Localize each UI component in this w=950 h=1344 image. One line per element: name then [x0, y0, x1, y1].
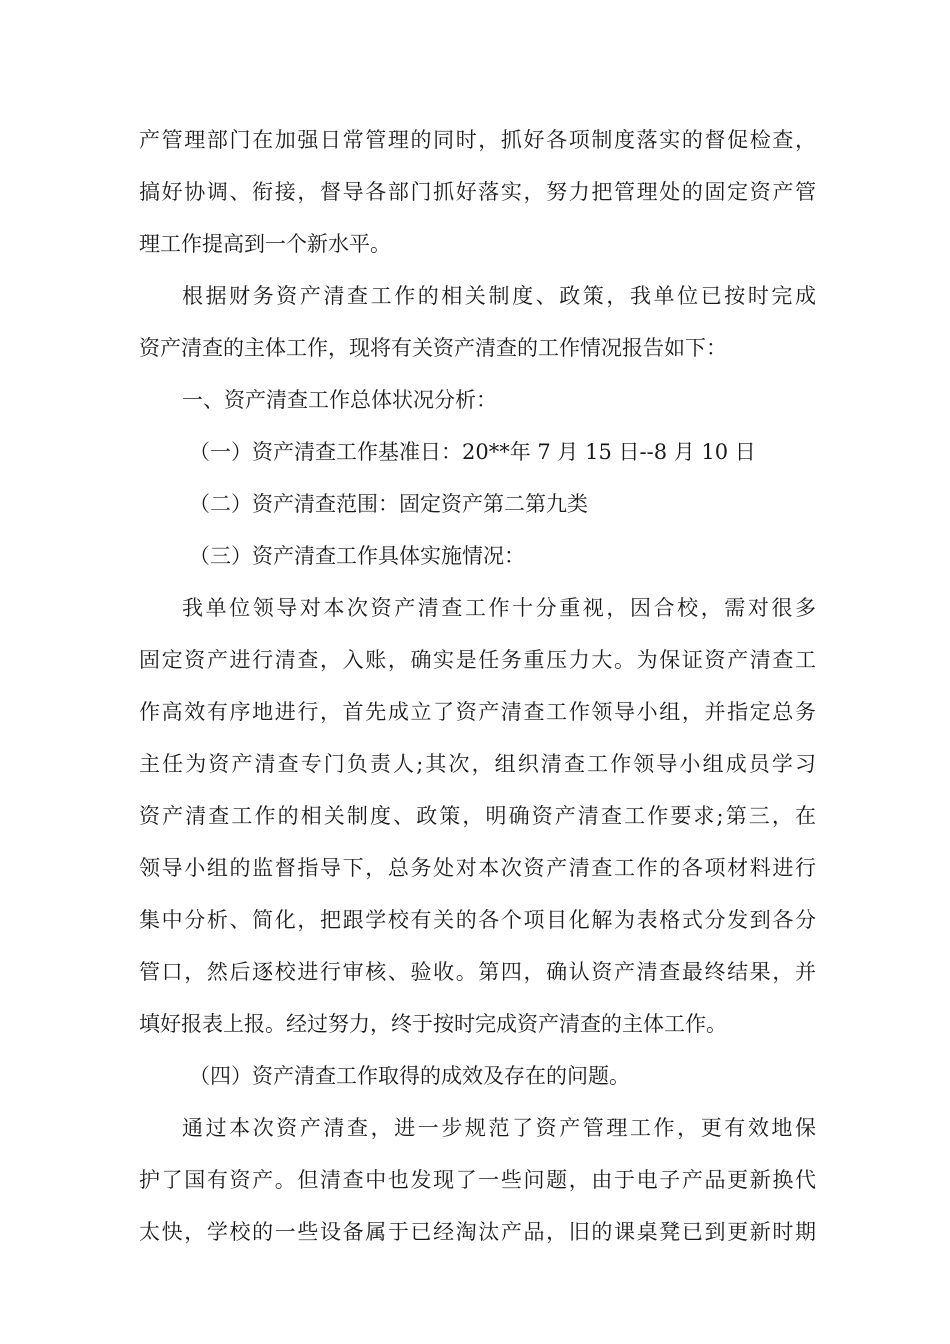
- text-line-11: 固定资产进行清查，入账，确实是任务重压力大。为保证资产清查工: [139, 648, 816, 672]
- item-1: （一）资产清查工作基准日：20**年 7 月 15 日--8 月 10 日: [189, 440, 756, 464]
- text-line-18: 填好报表上报。经过努力，终于按时完成资产清查的主体工作。: [139, 1012, 727, 1036]
- text-line-3: 理工作提高到一个新水平。: [139, 232, 391, 256]
- item-4: （四）资产清查工作取得的成效及存在的问题。: [189, 1064, 630, 1088]
- text-line-10: 我单位领导对本次资产清查工作十分重视，因合校，需对很多: [182, 596, 816, 620]
- text-line-12: 作高效有序地进行，首先成立了资产清查工作领导小组，并指定总务: [139, 700, 816, 724]
- text-line-21: 护了国有资产。但清查中也发现了一些问题，由于电子产品更新换代: [139, 1168, 816, 1192]
- text-line-5: 资产清查的主体工作，现将有关资产清查的工作情况报告如下：: [139, 336, 727, 360]
- text-line-14: 资产清查工作的相关制度、政策，明确资产清查工作要求;第三，在: [139, 804, 816, 828]
- item-3: （三）资产清查工作具体实施情况：: [189, 544, 525, 568]
- text-line-20: 通过本次资产清查，进一步规范了资产管理工作，更有效地保: [182, 1116, 816, 1140]
- heading-section-1: 一、资产清查工作总体状况分析：: [182, 388, 497, 412]
- item-2: （二）资产清查范围：固定资产第二第九类: [189, 492, 588, 516]
- text-line-17: 管口，然后逐校进行审核、验收。第四，确认资产清查最终结果，并: [139, 960, 816, 984]
- text-line-1: 产管理部门在加强日常管理的同时，抓好各项制度落实的督促检查，: [139, 128, 816, 152]
- text-line-15: 领导小组的监督指导下，总务处对本次资产清查工作的各项材料进行: [139, 856, 816, 880]
- text-line-13: 主任为资产清查专门负责人;其次，组织清查工作领导小组成员学习: [139, 752, 816, 776]
- text-line-16: 集中分析、简化，把跟学校有关的各个项目化解为表格式分发到各分: [139, 908, 816, 932]
- text-line-4: 根据财务资产清查工作的相关制度、政策，我单位已按时完成: [182, 284, 816, 308]
- text-line-22: 太快，学校的一些设备属于已经淘汰产品，旧的课桌凳已到更新时期: [139, 1220, 816, 1244]
- text-line-2: 搞好协调、衔接，督导各部门抓好落实，努力把管理处的固定资产管: [139, 180, 816, 204]
